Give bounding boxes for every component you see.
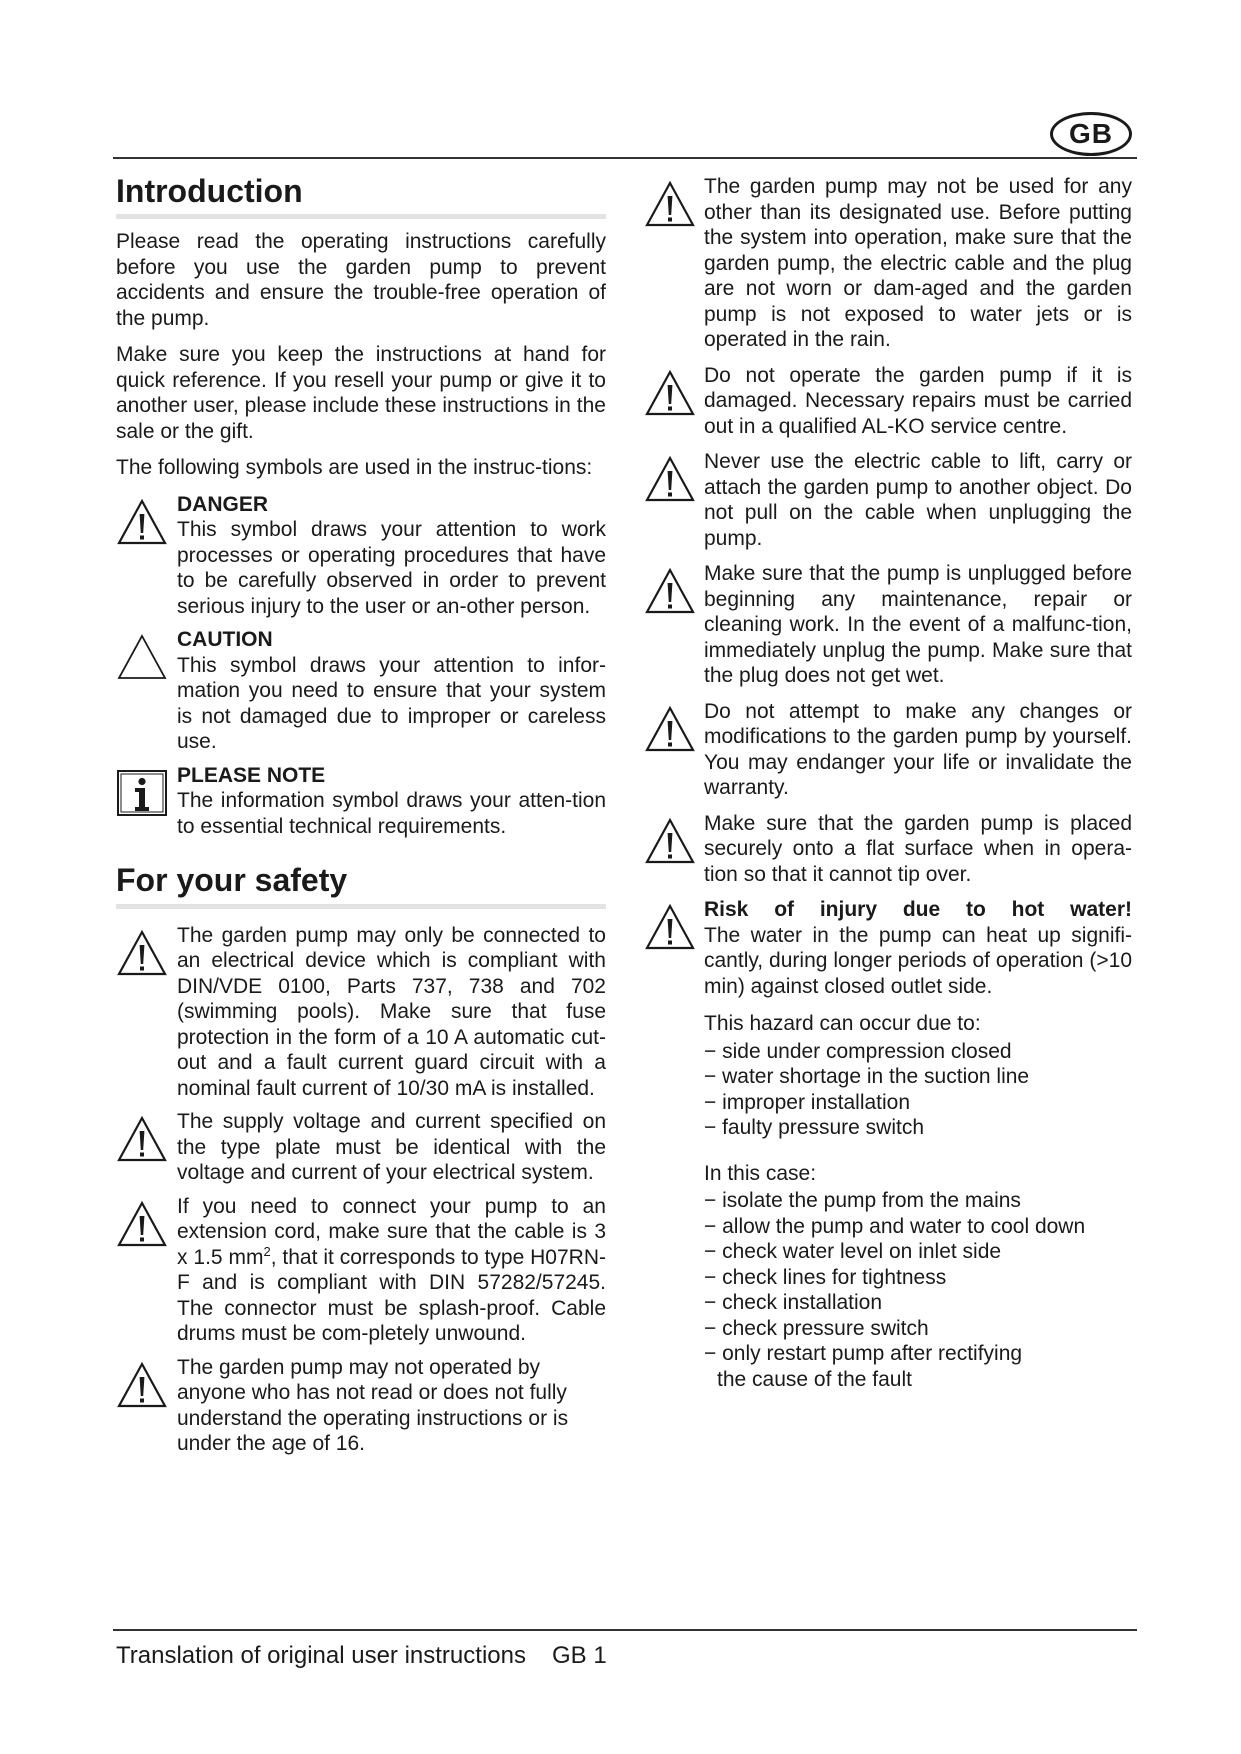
info-icon — [116, 769, 168, 817]
safety-item — [644, 561, 1132, 689]
hot-water-title: Risk of injury due to hot water! — [704, 898, 1132, 921]
warning-triangle-icon — [116, 929, 168, 977]
right-column — [644, 174, 1132, 1392]
safety-item — [644, 174, 1132, 353]
safety-item — [116, 1355, 606, 1457]
symbol-caution — [116, 627, 606, 755]
warning-triangle-icon — [644, 180, 696, 228]
warning-triangle-icon — [644, 455, 696, 503]
page-number: GB 1 — [551, 1642, 607, 1669]
safety-item — [116, 1194, 606, 1347]
list-item: − only restart pump after rectifying the cause of the fault — [704, 1342, 1023, 1391]
safety-text: Make sure that the garden pump is placed securely onto a flat surface when in opera-tion so that it cannot tip over. — [704, 811, 1132, 886]
hazard-list — [704, 1011, 1132, 1141]
footer-rule — [113, 1629, 1137, 1631]
warning-triangle-icon — [116, 1115, 168, 1163]
warning-triangle-icon — [116, 1361, 168, 1409]
safety-text: Do not operate the garden pump if it is damaged. Necessary repairs must be carried out in a qualified AL-KO service centre. — [704, 363, 1132, 438]
list-item: − check installation — [704, 1291, 883, 1314]
list-item: − check lines for tightness — [704, 1265, 947, 1289]
caution-triangle-icon — [116, 633, 168, 681]
safety-text: The garden pump may not be used for any other than its designated use. Before putting the system into operation, make sure that the garden pump, the electric cable and the plug are not worn or dam-aged and the garden pump is not exposed to water jets or is operated in the rain. — [704, 175, 1132, 351]
case-list — [704, 1161, 1132, 1393]
section-title-safety: For your safety — [116, 861, 606, 908]
safety-text: Do not attempt to make any changes or modifications to the garden pump by yourself. You may endanger your life or invalidate the warranty. — [704, 699, 1132, 799]
section-title-introduction: Introduction — [116, 172, 606, 219]
footer-text: Translation of original user instructions — [116, 1642, 526, 1669]
warning-triangle-icon — [644, 817, 696, 865]
language-badge: GB — [1050, 112, 1132, 156]
safety-text: The garden pump may only be connected to an electrical device which is compliant with DIN/VDE 0100, Parts 737, 738 and 702 (swimming pools). Make sure that fuse protection in the form of a 10 A automatic cut-out and a fault current guard circuit with a nominal fault current of 10/30 mA is installed. — [177, 923, 606, 1100]
symbol-title: CAUTION — [177, 628, 273, 652]
symbol-title: PLEASE NOTE — [177, 763, 326, 787]
symbol-danger — [116, 492, 606, 620]
safety-text: If you need to connect your pump to an extension cord, make sure that the cable is 3 x 1.5 $mm^2$, that it corresponds to type H07RN-F and is compliant with DIN 57282/57245. The connector must be splash-proof. Cable drums must be com-pletely unwound. — [177, 1194, 606, 1346]
hazard-list-lead: This hazard can occur due to: — [704, 1012, 981, 1035]
case-list-lead: In this case: — [704, 1161, 817, 1185]
symbol-title: DANGER — [177, 492, 269, 516]
list-item: − side under compression closed — [704, 1039, 1012, 1063]
symbol-please-note — [116, 763, 606, 840]
list-item: − water shortage in the suction line — [704, 1065, 1030, 1088]
header-rule — [113, 157, 1137, 159]
safety-item — [644, 699, 1132, 801]
safety-text: The supply voltage and current specified on the type plate must be identical with the voltage and current of your electrical system. — [177, 1110, 606, 1185]
left-column — [116, 172, 606, 1465]
intro-paragraph: Make sure you keep the instructions at hand for quick reference. If you resell your pump or give it to another user, please include these instructions in the sale or the gift. — [116, 343, 606, 443]
page-footer — [116, 1641, 607, 1671]
intro-paragraph: Please read the operating instructions carefully before you use the garden pump to prevent accidents and ensure the trouble-free operation of the pump. — [116, 230, 606, 330]
safety-item-hot-water — [644, 897, 1132, 999]
list-item: − isolate the pump from the mains — [704, 1189, 1021, 1212]
symbol-text: The information symbol draws your atten-tion to essential technical requirements. — [177, 789, 606, 838]
symbol-text: This symbol draws your attention to infor-mation you need to ensure that your system is not damaged due to improper or careless use. — [177, 653, 606, 754]
list-item: − faulty pressure switch — [704, 1116, 925, 1139]
list-item: − allow the pump and water to cool down — [704, 1214, 1086, 1238]
safety-item — [644, 449, 1132, 551]
list-item: − improper installation — [704, 1090, 911, 1114]
warning-triangle-icon — [644, 705, 696, 753]
warning-triangle-icon — [116, 498, 168, 546]
symbol-text: This symbol draws your attention to work processes or operating procedures that have to be carefully observed in order to prevent serious injury to the user or an-other person. — [177, 518, 606, 618]
list-item: − check water level on inlet side — [704, 1240, 1002, 1263]
warning-triangle-icon — [644, 567, 696, 615]
safety-item — [116, 1109, 606, 1186]
safety-text: The garden pump may not operated by anyone who has not read or does not fully understand the operating instructions or is under the age of 16. — [177, 1355, 569, 1456]
warning-triangle-icon — [644, 369, 696, 417]
intro-paragraph: The following symbols are used in the instruc-tions: — [116, 456, 593, 480]
list-item: − check pressure switch — [704, 1316, 929, 1340]
warning-triangle-icon — [116, 1200, 168, 1248]
hot-water-text: The water in the pump can heat up signifi-cantly, during longer periods of operation (>10 min) against closed outlet side. — [704, 923, 1132, 998]
safety-text: Never use the electric cable to lift, carry or attach the garden pump to another object. Do not pull on the cable when unplugging the pump. — [704, 450, 1132, 550]
warning-triangle-icon — [644, 903, 696, 951]
safety-text: Make sure that the pump is unplugged before beginning any maintenance, repair or cleaning work. In the event of a malfunc-tion, immediately unplug the pump. Make sure that the plug does not get wet. — [704, 562, 1132, 687]
safety-item — [644, 811, 1132, 888]
safety-item — [116, 923, 606, 1102]
safety-item — [644, 363, 1132, 440]
